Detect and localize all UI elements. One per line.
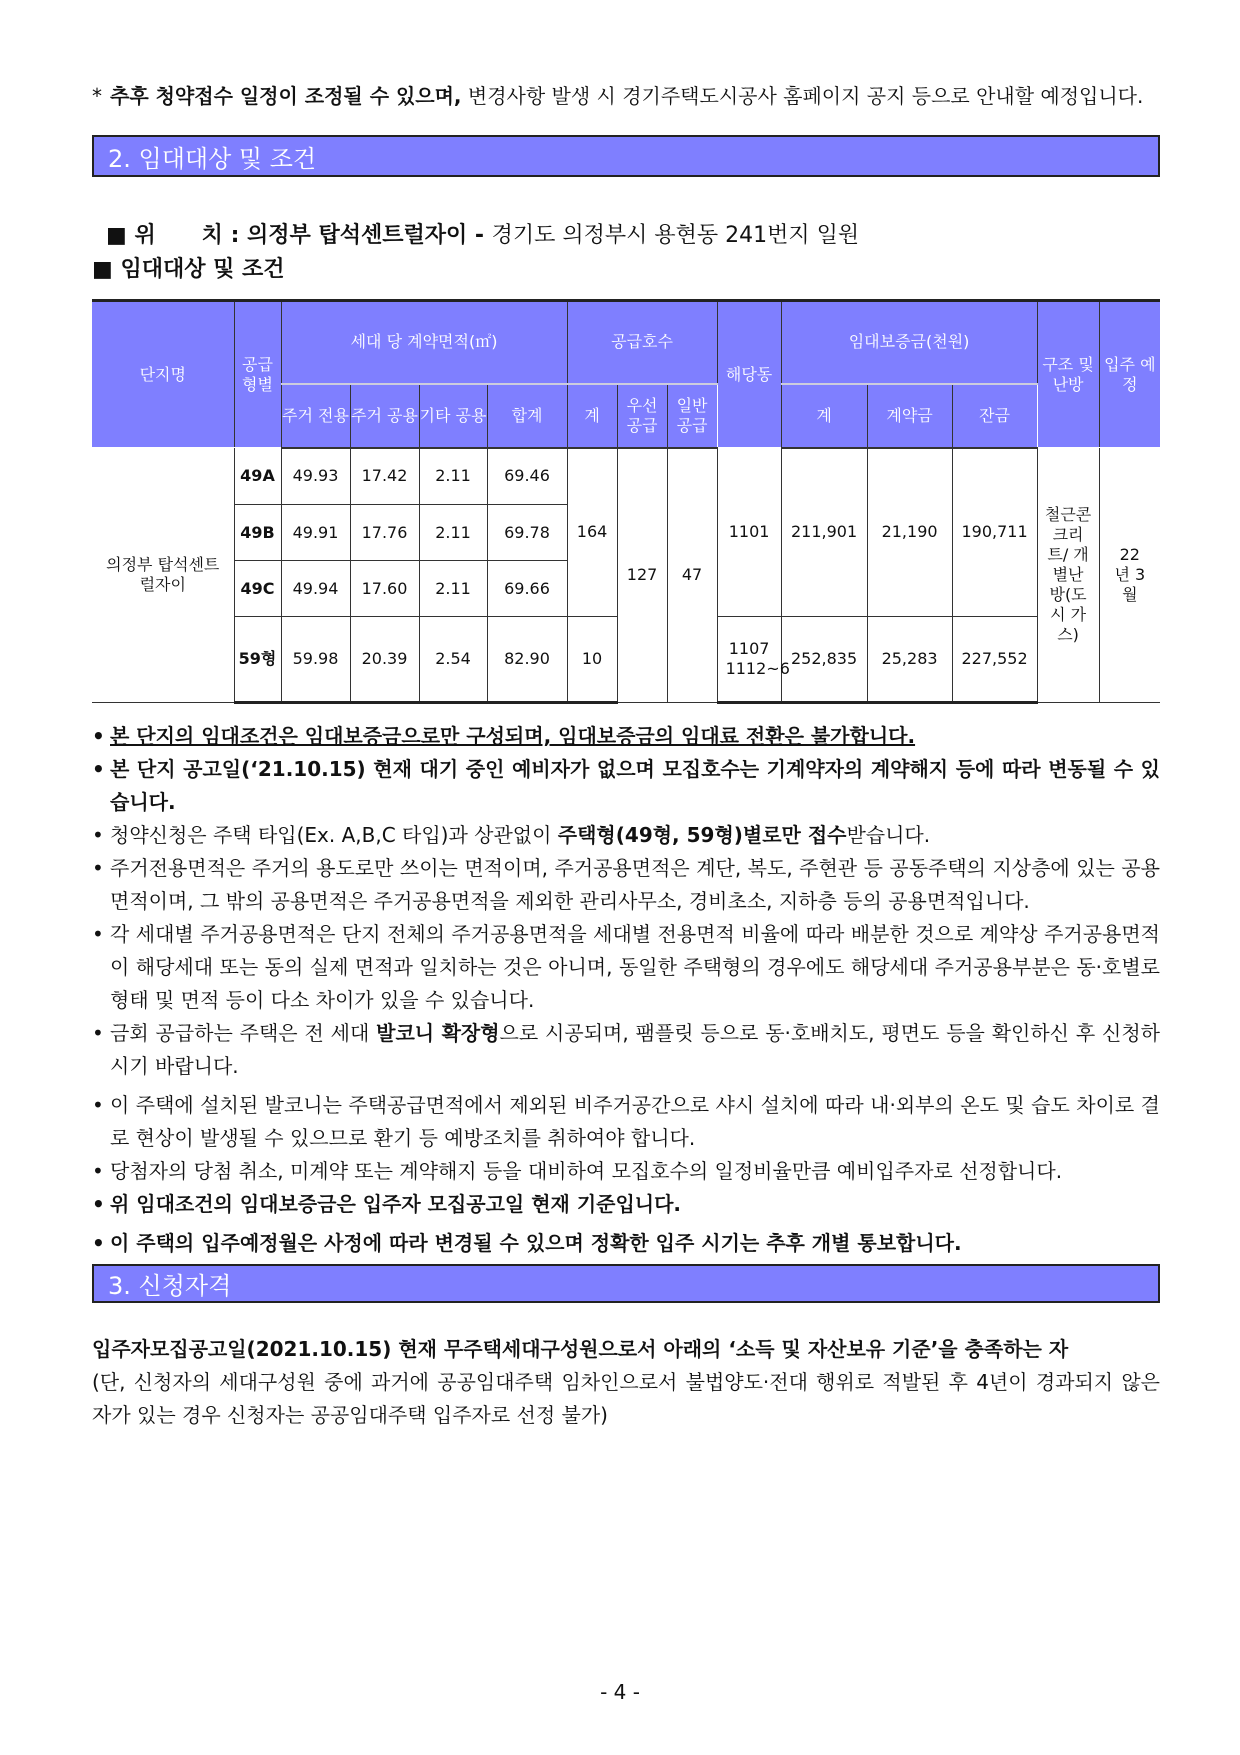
header-units-general: 일반 공급: [667, 384, 717, 448]
bullet-waitlist: [92, 753, 1160, 819]
bullet-move-in-notice: [92, 1227, 1160, 1260]
page-number: - 4 -: [600, 1680, 640, 1704]
header-complex: 단지명: [92, 301, 234, 448]
note-bold: 추후 청약접수 일정이 조정될 수 있으며,: [110, 84, 462, 108]
bullet-text: 금회 공급하는 주택은 전 세대: [110, 1021, 377, 1045]
type-cell: 49C: [234, 561, 281, 617]
area-other: 2.54: [419, 617, 487, 703]
header-area-other: 기타 공용: [419, 384, 487, 448]
header-building: 해당동: [717, 301, 781, 448]
eligibility-note: (단, 신청자의 세대구성원 중에 과거에 공공임대주택 임차인으로서 불법양도·전대 행위로 적발된 후 4년이 경과되지 않은 자가 있는 경우 신청자는 공공임대주택 입주자로 선정 불가): [92, 1370, 1160, 1427]
section-2-header: [92, 135, 1160, 177]
header-move-in: 입주 예정: [1099, 301, 1160, 448]
area-private: 49.91: [281, 505, 350, 561]
section-3-title: 3. 신청자격: [108, 1272, 232, 1300]
bullet-deposit-only: [92, 720, 1160, 753]
note-rest: 변경사항 발생 시 경기주택도시공사 홈페이지 공지 등으로 안내할 예정입니다.: [461, 84, 1144, 108]
section-3-header: [92, 1264, 1160, 1303]
bullet-balcony-condensation: [92, 1089, 1160, 1155]
rental-conditions-table: [92, 299, 1160, 704]
schedule-note: [92, 80, 1160, 113]
area-common: 20.39: [350, 617, 419, 703]
header-deposit-balance: 잔금: [952, 384, 1037, 448]
bullet-bold-text: 발코니 확장형: [376, 1021, 500, 1045]
header-deposit-down: 계약금: [867, 384, 952, 448]
units-priority: 127: [617, 448, 667, 703]
bullet-balcony-expansion: [92, 1017, 1160, 1083]
bullet-list: [92, 720, 1160, 1260]
header-area-private: 주거 전용: [281, 384, 350, 448]
location-line: [92, 185, 1160, 253]
bullet-text: 본 단지의 임대조건은 임대보증금으로만 구성되며, 임대보증금의 임대료 전환은 불가합니다.: [110, 724, 916, 748]
header-supply-type: 공급 형별: [234, 301, 281, 448]
header-deposit-total: 계: [781, 384, 867, 448]
bullet-reserve: [92, 1155, 1160, 1188]
section-2-title: 2. 임대대상 및 조건: [108, 144, 317, 173]
deposit-49-total: 211,901: [781, 448, 867, 617]
header-units-total: 계: [567, 384, 617, 448]
type-cell: 49A: [234, 448, 281, 505]
bullet-common-area: [92, 918, 1160, 1017]
area-total: 69.78: [487, 505, 567, 561]
location-address: 경기도 의정부시 용현동 241번지 일원: [491, 223, 860, 248]
bullet-text: 주거전용면적은 주거의 용도로만 쓰이는 면적이며, 주거공용면적은 계단, 복도, 주현관 등 공동주택의 지상층에 있는 공용면적이며, 그 밖의 공용면적은 주거공용면적을 제외한 관리사무소, 경비초소, 지하층 등의 공용면적입니다.: [110, 856, 1160, 913]
area-other: 2.11: [419, 505, 487, 561]
bullet-bold-text: 주택형(49형, 59형)별로만 접수: [557, 823, 847, 847]
bullet-text: 위 임대조건의 임대보증금은 입주자 모집공고일 현재 기준입니다.: [110, 1192, 682, 1216]
area-total: 69.46: [487, 448, 567, 505]
bullet-text: 각 세대별 주거공용면적은 단지 전체의 주거공용면적을 세대별 전용면적 비율에 따라 배분한 것으로 계약상 주거공용면적이 해당세대 또는 동의 실제 면적과 일치하는 것은 아니며, 동일한 주택형의 경우에도 해당세대 주거공용부분은 동·호별로 형태 및 면적 등이 다소 차이가 있을 수 있습니다.: [110, 922, 1160, 1012]
area-other: 2.11: [419, 448, 487, 505]
bullet-text: 본 단지 공고일(‘21.10.15) 현재 대기 중인 예비자가 없으며 모집호수는 기계약자의 계약해지 등에 따라 변동될 수 있습니다.: [110, 757, 1160, 814]
location-label: ■ 위 치 :: [106, 223, 248, 248]
structure: 철근콘 크리트/ 개별난 방(도시 가스): [1037, 448, 1099, 703]
deposit-59-balance: 227,552: [952, 617, 1037, 703]
area-common: 17.42: [350, 448, 419, 505]
move-in: 22년 3월: [1099, 448, 1160, 703]
bullet-text: 받습니다.: [846, 823, 931, 847]
header-area-group: 세대 당 계약면적(㎡): [281, 301, 567, 384]
header-structure: 구조 및 난방: [1037, 301, 1099, 448]
page-content: [92, 80, 1160, 1432]
eligibility-lead: 입주자모집공고일(2021.10.15) 현재 무주택세대구성원으로서 아래의 ‘소득 및 자산보유 기준’을 충족하는 자: [92, 1337, 1069, 1361]
header-area-total: 합계: [487, 384, 567, 448]
building-49: 1101: [717, 448, 781, 617]
deposit-59-total: 252,835: [781, 617, 867, 703]
building-59: 1107 1112~6: [717, 617, 781, 703]
note-mark: *: [92, 84, 102, 108]
header-units-priority: 우선 공급: [617, 384, 667, 448]
location-name: 의정부 탑석센트럴자이 -: [247, 223, 492, 248]
bullet-deposit-basis: [92, 1188, 1160, 1221]
complex-name: 의정부 탑석센트럴자이: [92, 448, 234, 703]
bullet-area-definition: [92, 852, 1160, 918]
deposit-49-down: 21,190: [867, 448, 952, 617]
subheading: ■ 임대대상 및 조건: [92, 257, 285, 282]
area-common: 17.60: [350, 561, 419, 617]
area-other: 2.11: [419, 561, 487, 617]
area-total: 69.66: [487, 561, 567, 617]
table-row: [92, 448, 1160, 505]
header-deposit-group: 임대보증금(천원): [781, 301, 1037, 384]
bullet-text: 이 주택에 설치된 발코니는 주택공급면적에서 제외된 비주거공간으로 샤시 설치에 따라 내·외부의 온도 및 습도 차이로 결로 현상이 발생될 수 있으므로 환기 등 예방조치를 취하여야 합니다.: [110, 1093, 1160, 1150]
deposit-49-balance: 190,711: [952, 448, 1037, 617]
header-units-group: 공급호수: [567, 301, 717, 384]
bullet-text: 청약신청은 주택 타입(Ex. A,B,C 타입)과 상관없이: [110, 823, 558, 847]
bullet-application-type: [92, 819, 1160, 852]
bullet-text: 으로 시공되며, 팸플릿 등으로 동·호배치도, 평면도 등을 확인하신 후 신청하시기 바랍니다.: [110, 1021, 1160, 1078]
header-area-common: 주거 공용: [350, 384, 419, 448]
area-private: 49.94: [281, 561, 350, 617]
area-common: 17.76: [350, 505, 419, 561]
units-49: 164: [567, 448, 617, 617]
type-cell: 49B: [234, 505, 281, 561]
area-private: 49.93: [281, 448, 350, 505]
bullet-text: 이 주택의 입주예정월은 사정에 따라 변경될 수 있으며 정확한 입주 시기는 추후 개별 통보합니다.: [110, 1231, 962, 1255]
deposit-59-down: 25,283: [867, 617, 952, 703]
units-59: 10: [567, 617, 617, 703]
bullet-text: 당첨자의 당첨 취소, 미계약 또는 계약해지 등을 대비하여 모집호수의 일정비율만큼 예비입주자로 선정합니다.: [110, 1159, 1063, 1183]
units-general: 47: [667, 448, 717, 703]
type-cell: 59형: [234, 617, 281, 703]
area-private: 59.98: [281, 617, 350, 703]
area-total: 82.90: [487, 617, 567, 703]
